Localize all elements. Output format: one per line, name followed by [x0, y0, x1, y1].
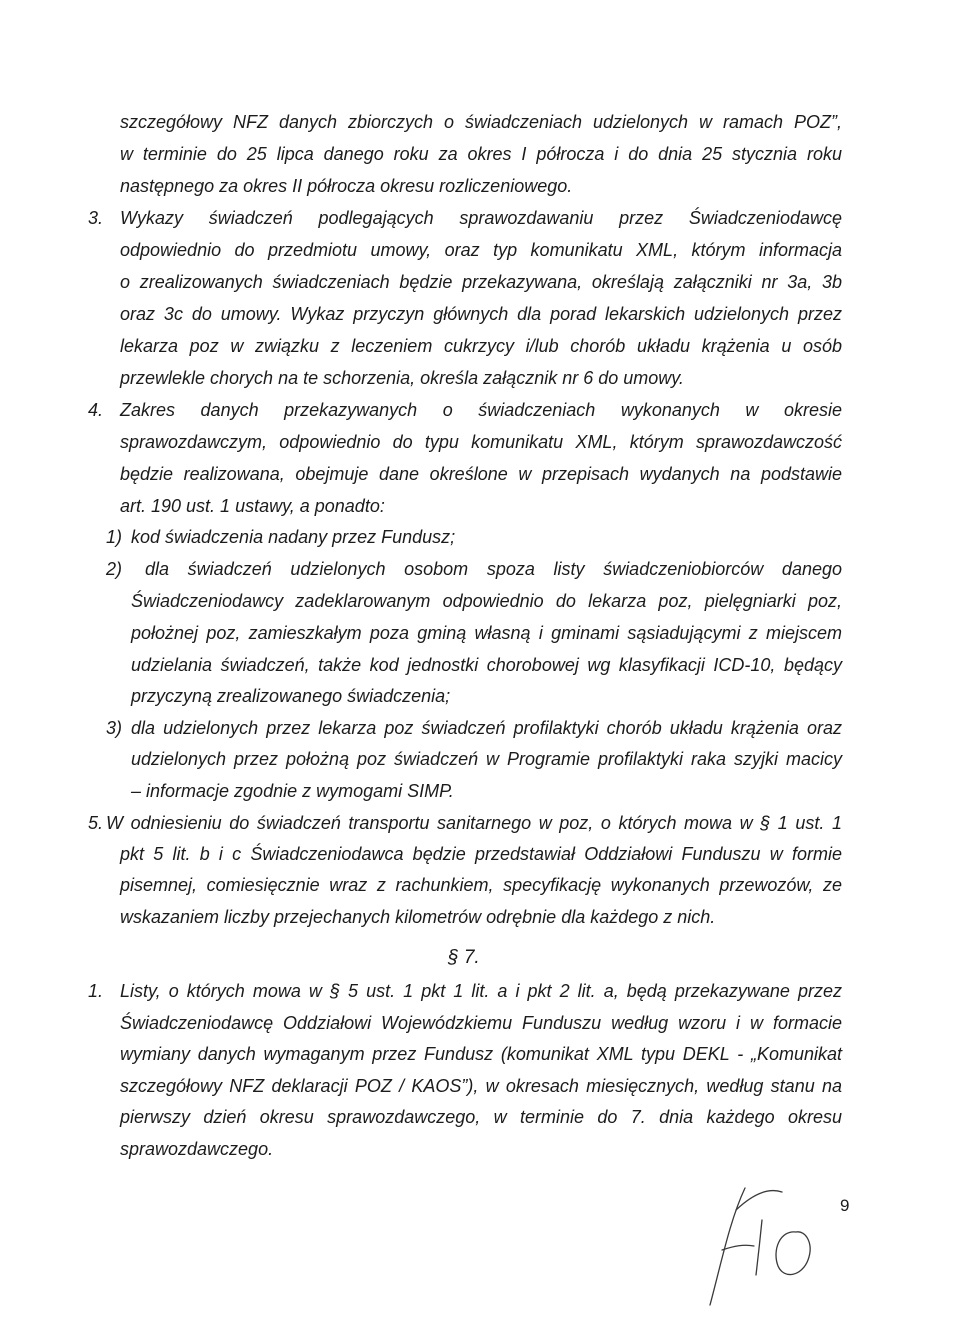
subitem-line: przyczyną zrealizowanego świadczenia;	[131, 686, 451, 706]
subitem-line: położnej poz, zamieszkałym poza gminą własną i gminami sąsiadującymi z miejscem	[131, 623, 842, 643]
item-line: o zrealizowanych świadczeniach będzie przekazywana, określają załączniki nr 3a, 3b	[120, 272, 842, 292]
subitem-number: 1)	[106, 527, 123, 547]
subitem-line: – informacje zgodnie z wymogami SIMP.	[131, 781, 454, 801]
item-number: 3.	[88, 208, 104, 228]
item-line: Zakres danych przekazywanych o świadczeniach wykonanych w okresie	[120, 400, 842, 420]
subitem-line: Świadczeniodawcy zadeklarowanym odpowiednio do lekarza poz, pielęgniarki poz,	[131, 591, 842, 611]
subitem-line: udzielonych przez położną poz świadczeń w Programie profilaktyki raka szyjki macicy	[131, 749, 842, 769]
subitem-number: 3)	[106, 718, 123, 738]
section-item-line: szczegółowy NFZ deklaracji POZ / KAOS”), w okresach miesięcznych, według stanu na	[120, 1076, 842, 1096]
item-line: odpowiednio do przedmiotu umowy, oraz typ komunikatu XML, którym informacja	[120, 240, 842, 260]
item-line: sprawozdawczym, odpowiednio do typu komunikatu XML, którym sprawozdawczość	[120, 432, 842, 452]
item-line: oraz 3c do umowy. Wykaz przyczyn głównych dla porad lekarskich udzielonych przez	[120, 304, 842, 324]
section-item-line: pierwszy dzień okresu sprawozdawczego, w terminie do 7. dnia każdego okresu	[120, 1107, 842, 1127]
item-line: W odniesieniu do świadczeń transportu sanitarnego w poz, o których mowa w § 1 ust. 1	[106, 813, 842, 833]
section-item-line: Świadczeniodawcę Oddziałowi Wojewódzkiemu Funduszu według wzoru i w formacie	[120, 1013, 842, 1033]
intro-line: szczegółowy NFZ danych zbiorczych o świadczeniach udzielonych w ramach POZ”,	[120, 112, 842, 132]
intro-line: następnego za okres II półrocza okresu rozliczeniowego.	[120, 176, 573, 196]
item-line: Wykazy świadczeń podlegających sprawozdawaniu przez Świadczeniodawcę	[120, 208, 842, 228]
item-line: lekarza poz w związku z leczeniem cukrzycy i/lub chorób układu krążenia u osób	[120, 336, 842, 356]
item-line: pisemnej, comiesięcznie wraz z rachunkiem, specyfikację wykonanych przewozów, ze	[120, 875, 842, 895]
page-number: 9	[840, 1196, 850, 1215]
section-item-line: Listy, o których mowa w § 5 ust. 1 pkt 1 lit. a i pkt 2 lit. a, będą przekazywane przez	[120, 981, 842, 1001]
item-number: 4.	[88, 400, 104, 420]
subitem-line: kod świadczenia nadany przez Fundusz;	[131, 527, 456, 547]
item-line: art. 190 ust. 1 ustawy, a ponadto:	[120, 496, 385, 516]
item-line: pkt 5 lit. b i c Świadczeniodawca będzie przedstawiał Oddziałowi Funduszu w formie	[120, 844, 842, 864]
item-number: 5.	[88, 813, 104, 833]
subitem-line: dla świadczeń udzielonych osobom spoza listy świadczeniobiorców danego	[145, 559, 842, 579]
handwritten-initials	[700, 1180, 835, 1310]
item-line: będzie realizowana, obejmuje dane określone w przepisach wydanych na podstawie	[120, 464, 842, 484]
intro-line: w terminie do 25 lipca danego roku za okres I półrocza i do dnia 25 stycznia roku	[120, 144, 842, 164]
section-heading: § 7.	[448, 947, 480, 968]
subitem-number: 2)	[106, 559, 123, 579]
section-item-number: 1.	[88, 981, 104, 1001]
section-item-line: wymiany danych wymaganym przez Fundusz (komunikat XML typu DEKL - „Komunikat	[120, 1044, 842, 1064]
section-item-line: sprawozdawczego.	[120, 1139, 274, 1159]
item-line: przewlekle chorych na te schorzenia, określa załącznik nr 6 do umowy.	[120, 368, 684, 388]
item-line: wskazaniem liczby przejechanych kilometrów odrębnie dla każdego z nich.	[120, 907, 716, 927]
subitem-line: dla udzielonych przez lekarza poz świadczeń profilaktyki chorób układu krążenia oraz	[131, 718, 842, 738]
subitem-line: udzielania świadczeń, także kod jednostki chorobowej wg klasyfikacji ICD-10, będący	[131, 655, 842, 675]
